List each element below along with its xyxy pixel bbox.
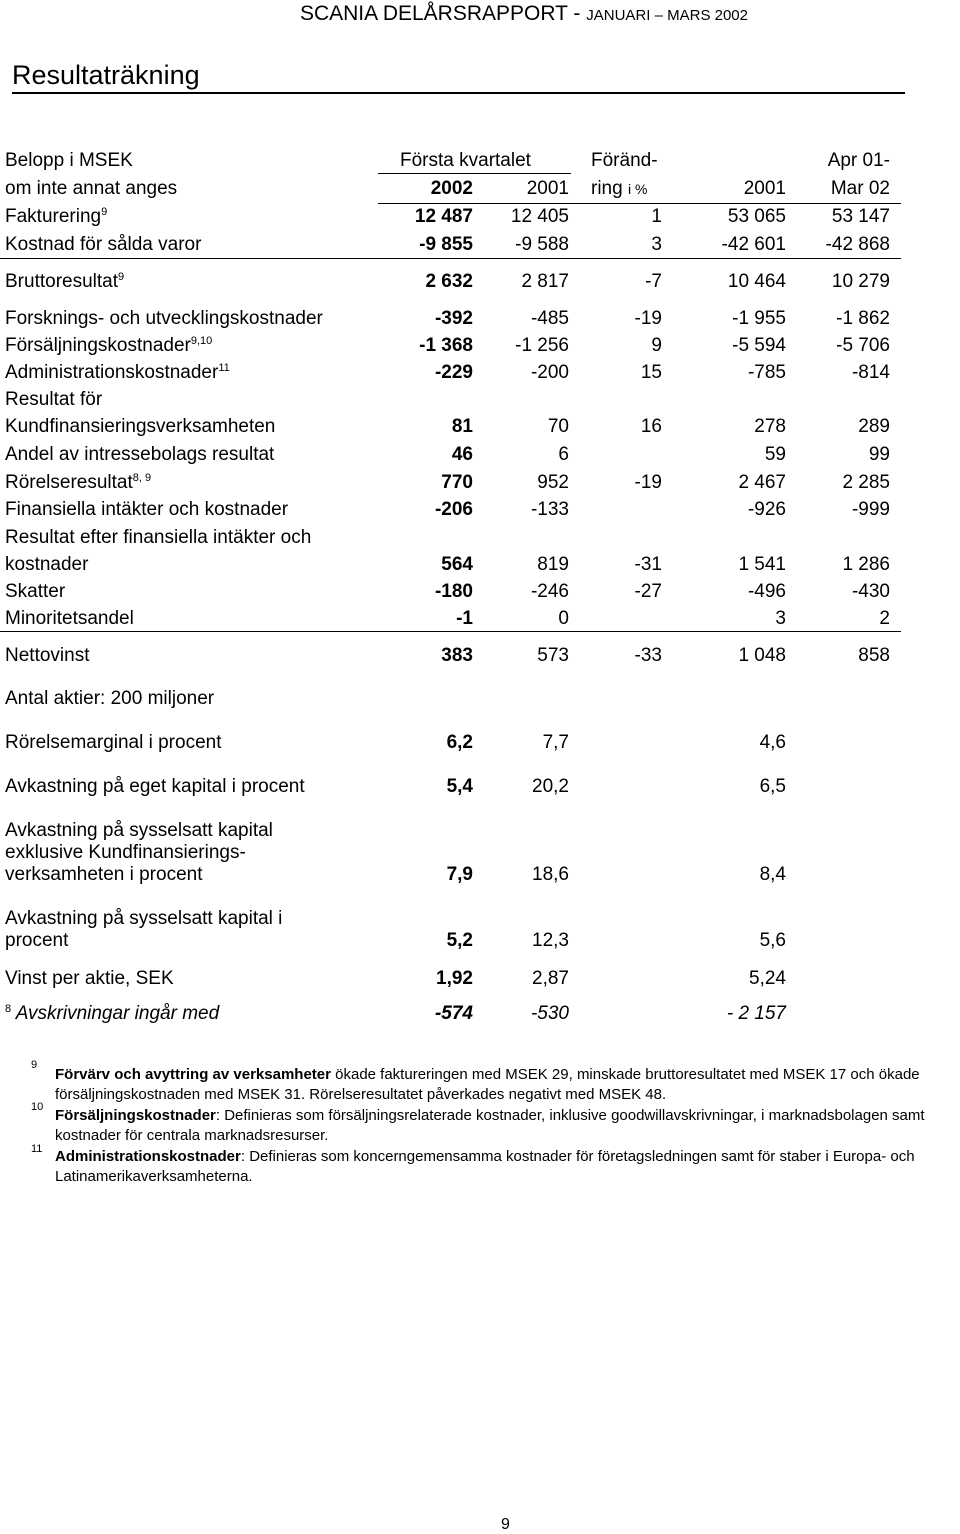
value-rolling: 2 285 <box>842 472 890 493</box>
ratio-full-year: 8,4 <box>759 864 786 885</box>
value-2002: -9 855 <box>419 234 473 255</box>
ratio-2002: 6,2 <box>446 732 473 753</box>
table-row <box>0 469 960 496</box>
value-full-year: -785 <box>747 362 786 383</box>
footnote-11: Administrationskostnader: Definieras som koncerngemensamma kostnader för företagsledningen samt för staber i Europa- och Latinamerikaverksamheterna. <box>55 1148 915 1185</box>
value-full-year: -926 <box>747 499 786 520</box>
value-2001: -133 <box>530 499 569 520</box>
row-label: Kundfinansieringsverksamheten <box>5 416 276 437</box>
rule-before-net <box>0 631 901 632</box>
value-2001: 952 <box>537 472 569 493</box>
ratio-2001: 2,87 <box>532 968 569 989</box>
value-rolling: -999 <box>851 499 890 520</box>
value-change: 1 <box>651 206 662 227</box>
ratio-values <box>0 861 960 888</box>
value-2002: -206 <box>434 499 473 520</box>
value-change: 3 <box>651 234 662 255</box>
value-2002: 81 <box>451 416 473 437</box>
row-label: Nettovinst <box>5 645 90 666</box>
value-2002: 12 487 <box>414 206 473 227</box>
value-2002: -1 <box>456 608 473 629</box>
ratio-label: Rörelsemarginal i procent <box>5 732 222 753</box>
ratio-label: Vinst per aktie, SEK <box>5 968 174 989</box>
value-change: -31 <box>634 554 662 575</box>
ratio-2001: 18,6 <box>532 864 569 885</box>
table-row <box>0 203 960 230</box>
value-2001: -485 <box>530 308 569 329</box>
depreciation-2002: -574 <box>434 1003 473 1024</box>
value-2002: -180 <box>434 581 473 602</box>
value-full-year: 53 065 <box>727 206 786 227</box>
ratio-2001: 12,3 <box>532 930 569 951</box>
row-label: Kostnad för sålda varor <box>5 234 202 255</box>
table-row <box>0 642 960 669</box>
table-row <box>0 578 960 605</box>
value-full-year: -1 955 <box>732 308 786 329</box>
footnote-9: Förvärv och avyttring av verksamheter ökade faktureringen med MSEK 29, minskade bruttoresultatet med MSEK 17 och ökade försäljningskostnaden med MSEK 31. Rörelseresultatet påverkades negativt med MSEK 48. <box>55 1066 920 1103</box>
header-rolling-2: Mar 02 <box>830 178 890 199</box>
value-2001: 573 <box>537 645 569 666</box>
value-full-year: 10 464 <box>727 271 786 292</box>
footnote-11-number: 11 <box>31 1143 43 1155</box>
ratio-full-year: 5,6 <box>759 930 786 951</box>
row-label: Finansiella intäkter och kostnader <box>5 499 289 520</box>
header-label-2: om inte annat anges <box>5 178 178 199</box>
value-rolling: 53 147 <box>831 206 890 227</box>
value-change: 16 <box>640 416 662 437</box>
value-change: -27 <box>634 581 662 602</box>
value-2002: -1 368 <box>419 335 473 356</box>
table-row <box>0 441 960 468</box>
value-rolling: -5 706 <box>836 335 890 356</box>
value-2002: 2 632 <box>425 271 473 292</box>
value-change: -7 <box>645 271 662 292</box>
table-row <box>0 524 960 551</box>
table-row <box>0 305 960 332</box>
row-label: Resultat för <box>5 389 103 410</box>
value-2001: 2 817 <box>521 271 569 292</box>
table-row <box>0 413 960 440</box>
ratio-values <box>0 927 960 954</box>
row-label: Minoritetsandel <box>5 608 134 629</box>
header-label: Belopp i MSEK <box>5 150 133 171</box>
table-row <box>0 231 960 258</box>
ratio-full-year: 4,6 <box>759 732 786 753</box>
value-rolling: 1 286 <box>842 554 890 575</box>
row-label: Resultat efter finansiella intäkter och <box>5 527 312 548</box>
value-full-year: 278 <box>754 416 786 437</box>
value-full-year: 3 <box>775 608 786 629</box>
row-label: Administrationskostnader$^{11}$ <box>5 362 230 383</box>
value-2001: 0 <box>558 608 569 629</box>
value-change: 9 <box>651 335 662 356</box>
value-rolling: -42 868 <box>825 234 890 255</box>
ratio-values <box>0 729 960 756</box>
ratio-2002: 1,92 <box>436 968 473 989</box>
depreciation-2001: -530 <box>530 1003 569 1024</box>
ratio-full-year: 5,24 <box>749 968 786 989</box>
table-row <box>0 332 960 359</box>
header-2002: 2002 <box>430 178 473 199</box>
column-header-row-1 <box>0 147 960 174</box>
value-full-year: -42 601 <box>721 234 786 255</box>
value-2002: 46 <box>451 444 473 465</box>
group-underline <box>378 173 571 174</box>
value-change: -19 <box>634 472 662 493</box>
column-header-row-2 <box>0 175 960 202</box>
value-2002: 564 <box>441 554 473 575</box>
ratio-label: Avkastning på sysselsatt kapital exklusive Kundfinansierings- verksamheten i procent <box>5 820 273 885</box>
value-2001: 819 <box>537 554 569 575</box>
value-rolling: -1 862 <box>836 308 890 329</box>
value-2001: 70 <box>547 416 569 437</box>
value-2002: 383 <box>441 645 473 666</box>
value-full-year: 1 048 <box>738 645 786 666</box>
row-label: Andel av intressebolags resultat <box>5 444 275 465</box>
header-period: JANUARI – MARS 2002 <box>586 7 748 24</box>
value-rolling: 289 <box>858 416 890 437</box>
header-rolling: Apr 01- <box>827 150 890 171</box>
value-2001: -9 588 <box>515 234 569 255</box>
value-2001: -1 256 <box>515 335 569 356</box>
value-rolling: 99 <box>868 444 890 465</box>
footnote-10-number: 10 <box>31 1101 44 1113</box>
page-number: 9 <box>501 1516 510 1533</box>
header-change-2: ring i % <box>591 178 648 199</box>
table-row <box>0 386 960 413</box>
value-full-year: -5 594 <box>732 335 786 356</box>
ratio-values <box>0 965 960 992</box>
value-full-year: 59 <box>764 444 786 465</box>
row-label: Rörelseresultat$^{8, 9}$ <box>5 472 152 493</box>
value-rolling: 2 <box>879 608 890 629</box>
value-change: -33 <box>634 645 662 666</box>
header-2001: 2001 <box>526 178 569 199</box>
value-2001: 12 405 <box>510 206 569 227</box>
value-2001: 6 <box>558 444 569 465</box>
header-main: SCANIA DELÅRSRAPPORT - <box>299 2 587 25</box>
value-full-year: -496 <box>747 581 786 602</box>
table-row <box>0 268 960 295</box>
value-2001: -200 <box>530 362 569 383</box>
ratio-2002: 5,4 <box>446 776 473 797</box>
ratio-full-year: 6,5 <box>759 776 786 797</box>
row-label: Forsknings- och utvecklingskostnader <box>5 308 323 329</box>
table-row <box>0 496 960 523</box>
ratio-label: Avkastning på sysselsatt kapital i procent <box>5 908 283 951</box>
depreciation-full: - 2 157 <box>726 1003 786 1024</box>
ratio-2002: 5,2 <box>446 930 473 951</box>
ratio-2001: 7,7 <box>542 732 569 753</box>
table-row <box>0 551 960 578</box>
table-row <box>0 359 960 386</box>
report-header <box>300 2 748 26</box>
row-label: kostnader <box>5 554 89 575</box>
depreciation-label: $^8$ Avskrivningar ingår med <box>5 1003 220 1024</box>
row-label: Försäljningskostnader$^{9,10}$ <box>5 335 213 356</box>
ratio-2002: 7,9 <box>446 864 473 885</box>
footnote-9-number: 9 <box>31 1059 38 1071</box>
row-label: Bruttoresultat$^9$ <box>5 271 125 292</box>
value-2002: 770 <box>441 472 473 493</box>
table-row <box>0 605 960 632</box>
value-change: 15 <box>640 362 662 383</box>
footnote-10: Försäljningskostnader: Definieras som försäljningsrelaterade kostnader, inklusive goodwillavskrivningar, i marknadsbolagen samt kostnader för centrala marknadsresurser. <box>55 1107 925 1144</box>
value-full-year: 2 467 <box>738 472 786 493</box>
ratio-label: Avkastning på eget kapital i procent <box>5 776 305 797</box>
title-underline <box>12 92 905 94</box>
value-rolling: 858 <box>858 645 890 666</box>
header-full-year: 2001 <box>743 178 786 199</box>
value-rolling: -430 <box>851 581 890 602</box>
value-change: -19 <box>634 308 662 329</box>
row-label: Fakturering$^9$ <box>5 206 108 227</box>
ratio-2001: 20,2 <box>532 776 569 797</box>
value-2001: -246 <box>530 581 569 602</box>
value-rolling: -814 <box>851 362 890 383</box>
row-label: Skatter <box>5 581 66 602</box>
shares-note: Antal aktier: 200 miljoner <box>5 688 215 709</box>
ratio-values <box>0 773 960 800</box>
value-2002: -392 <box>434 308 473 329</box>
value-2002: -229 <box>434 362 473 383</box>
page-title: Resultaträkning <box>12 60 200 90</box>
value-full-year: 1 541 <box>738 554 786 575</box>
value-rolling: 10 279 <box>831 271 890 292</box>
rule-after-cogs <box>0 258 901 259</box>
header-change: Föränd- <box>591 150 658 171</box>
depreciation-row <box>0 1000 960 1027</box>
header-group: Första kvartalet <box>400 150 531 171</box>
